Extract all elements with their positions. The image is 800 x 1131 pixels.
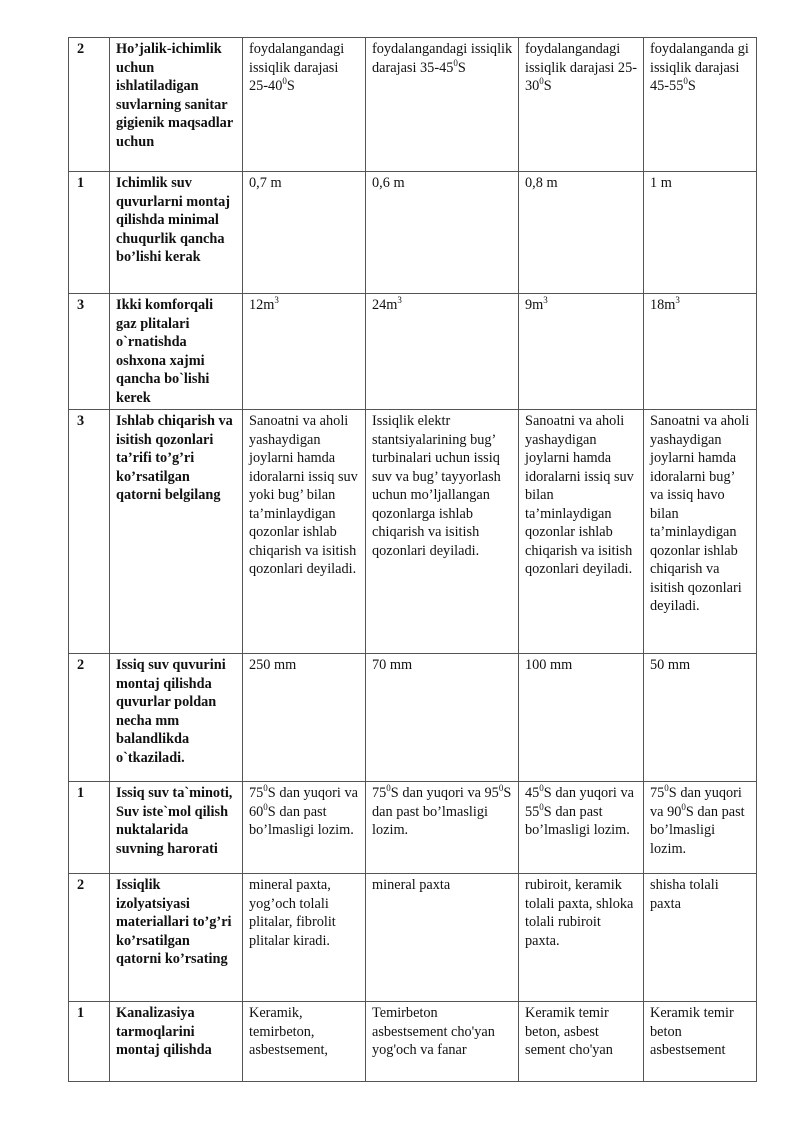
answer-superscript: 0 [386, 783, 391, 794]
answer-superscript: 3 [543, 295, 548, 306]
answer-option-4 [644, 874, 757, 1002]
answer-superscript: 0 [681, 801, 686, 812]
answer-option-4 [644, 1002, 757, 1082]
answer-option-3 [519, 172, 644, 294]
answer-text: foydalangandagi issiqlik darajasi 25-30 [525, 41, 637, 94]
answer-text: 70 mm [372, 657, 413, 673]
answer-text-tail: S dan past bo’lmasligi lozim. [525, 803, 630, 838]
answer-superscript: 0 [539, 801, 544, 812]
answer-option-2 [366, 38, 519, 172]
answer-text: 9m [525, 297, 544, 313]
answer-option-1 [243, 410, 366, 654]
answer-text-tail: S dan yuqori va 90 [650, 785, 742, 820]
answer-superscript: 3 [675, 295, 680, 306]
question-score: 2 [69, 654, 110, 782]
answer-text: mineral paxta, yog’och tolali plitalar, fibrolit plitalar kiradi. [249, 877, 336, 949]
answer-text-tail: S dan past bo’lmasligi lozim. [650, 803, 745, 857]
answer-text-tail: S [543, 78, 552, 94]
answer-text: mineral paxta [372, 877, 451, 893]
answer-superscript: 0 [453, 57, 458, 68]
table-row [69, 654, 757, 782]
answer-text-tail: S [457, 59, 466, 76]
table-row [69, 294, 757, 410]
answer-option-2 [366, 874, 519, 1002]
answer-option-4 [644, 410, 757, 654]
answer-superscript: 0 [683, 76, 688, 87]
question-text: Ichimlik suv quvurlarni montaj qilishda minimal chuqurlik qancha bo’lishi kerak [110, 172, 243, 294]
answer-text: Sanoatni va aholi yashaydigan joylarni hamda idoralarni bug’ va issiq havo bilan ta’minlaydigan qozonlar ishlab chiqarish va isitish qozonlari deyiladi. [650, 413, 750, 614]
question-text: Issiq suv ta`minoti, Suv iste`mol qilish nuktalarida suvning harorati [110, 782, 243, 874]
answer-option-1 [243, 294, 366, 410]
answer-text: 75 [372, 785, 387, 801]
answer-text-tail: S dan yuqori va 55 [525, 785, 634, 820]
answer-superscript: 0 [539, 783, 544, 794]
question-score: 3 [69, 294, 110, 410]
answer-text-tail: S [687, 78, 696, 94]
answer-superscript: 0 [498, 783, 504, 794]
question-score: 1 [69, 782, 110, 874]
answer-option-4 [644, 294, 757, 410]
answer-option-4 [644, 654, 757, 782]
answer-option-1 [243, 654, 366, 782]
question-text: Issiqlik izolyatsiyasi materiallari to’g’ri ko’rsatilgan qatorni ko’rsating [110, 874, 243, 1002]
answer-option-4 [644, 38, 757, 172]
answer-text: 24m [372, 297, 398, 313]
answer-superscript: 0 [282, 76, 287, 87]
table-row [69, 782, 757, 874]
answer-text: Sanoatni va aholi yashaydigan joylarni hamda idoralarni issiq suv bilan ta’minlaydigan qozonlar ishlab chiqarish va isitish qozonlari deyiladi. [525, 413, 634, 577]
answer-option-3 [519, 38, 644, 172]
answer-text: Temirbeton asbestsement cho'yan yog'och va fanar [372, 1005, 495, 1058]
answer-text-tail: S [286, 78, 295, 94]
answer-superscript: 0 [664, 783, 669, 794]
answer-text: foydalanganda gi issiqlik darajasi 45-55 [650, 41, 749, 94]
answer-option-3 [519, 1002, 644, 1082]
answer-option-3 [519, 654, 644, 782]
answer-option-2 [366, 782, 519, 874]
answer-superscript: 0 [263, 801, 268, 812]
answer-option-2 [366, 410, 519, 654]
answer-option-3 [519, 410, 644, 654]
answer-text: 75 [249, 785, 264, 801]
answer-option-3 [519, 782, 644, 874]
answer-text: 12m [249, 297, 275, 313]
answer-option-1 [243, 1002, 366, 1082]
table-row [69, 410, 757, 654]
question-score: 2 [69, 38, 110, 172]
table-row [69, 1002, 757, 1082]
question-text: Ho’jalik-ichimlik uchun ishlatiladigan suvlarning sanitar gigienik maqsadlar uchun [110, 38, 243, 172]
answer-text: 0,6 m [372, 175, 405, 191]
answer-option-1 [243, 172, 366, 294]
answer-text: 45 [525, 785, 540, 801]
answer-text: foydalangandagi issiqlik darajasi 35-45 [372, 41, 513, 76]
answer-text: Keramik temir beton asbestsement [650, 1005, 734, 1058]
table-body [69, 38, 757, 1082]
table-row [69, 172, 757, 294]
answer-option-3 [519, 294, 644, 410]
answer-text: 100 mm [525, 657, 573, 673]
answer-text: foydalangandagi issiqlik darajasi 25-40 [249, 41, 345, 94]
question-text: Issiq suv quvurini montaj qilishda quvurlar poldan necha mm balandlikda o`tkaziladi. [110, 654, 243, 782]
answer-text: 1 m [650, 175, 672, 191]
answer-superscript: 0 [263, 783, 268, 794]
answer-text: 75 [650, 785, 665, 801]
answer-text-tail: S dan past bo’lmasligi lozim. [249, 803, 354, 838]
question-score: 1 [69, 172, 110, 294]
answer-option-2 [366, 1002, 519, 1082]
answer-text-tail: S dan past bo’lmasligi lozim. [372, 785, 512, 838]
question-text: Kanalizasiya tarmoqlarini montaj qilishda [110, 1002, 243, 1082]
answer-text-tail: S dan yuqori va 95 [390, 785, 499, 801]
answer-option-1 [243, 874, 366, 1002]
answer-text: rubiroit, keramik tolali paxta, shloka tolali rubiroit paxta. [525, 877, 634, 949]
question-text: Ishlab chiqarish va isitish qozonlari ta’rifi to’g’ri ko’rsatilgan qatorni belgilang [110, 410, 243, 654]
answer-text: Issiqlik elektr stantsiyalarining bug’ turbinalari uchun issiq suv va bug’ tayyorlash uchun mo’ljallangan qozonlarga ishlab chiqarish va isitish qozonlari deyiladi. [372, 413, 501, 559]
answer-text: Sanoatni va aholi yashaydigan joylarni hamda idoralarni issiq suv yoki bug’ bilan ta’minlaydigan qozonlar ishlab chiqarish va isitish qozonlari deyiladi. [249, 413, 358, 577]
answer-text: 0,7 m [249, 175, 282, 191]
answer-text: 18m [650, 297, 676, 313]
question-text: Ikki komforqali gaz plitalari o`rnatishda oshxona xajmi qancha bo`lishi kerek [110, 294, 243, 410]
answer-text: shisha tolali paxta [650, 877, 719, 912]
answer-text: 250 mm [249, 657, 297, 673]
answer-option-2 [366, 654, 519, 782]
answer-text: 50 mm [650, 657, 691, 673]
answer-text-tail: S dan yuqori va 60 [249, 785, 358, 820]
answer-superscript: 3 [274, 295, 279, 306]
answer-text: Keramik, temirbeton, asbestsement, [249, 1005, 329, 1058]
answer-text: 0,8 m [525, 175, 558, 191]
answer-option-1 [243, 782, 366, 874]
answer-option-4 [644, 782, 757, 874]
question-score: 2 [69, 874, 110, 1002]
answer-option-4 [644, 172, 757, 294]
answer-superscript: 3 [397, 295, 402, 306]
answer-option-1 [243, 38, 366, 172]
test-questions-table [68, 37, 757, 1082]
question-score: 1 [69, 1002, 110, 1082]
table-row [69, 38, 757, 172]
answer-option-3 [519, 874, 644, 1002]
answer-option-2 [366, 294, 519, 410]
question-score: 3 [69, 410, 110, 654]
answer-option-2 [366, 172, 519, 294]
table-row [69, 874, 757, 1002]
answer-text: Keramik temir beton, asbest sement cho'yan [525, 1005, 613, 1058]
answer-superscript: 0 [539, 76, 544, 87]
